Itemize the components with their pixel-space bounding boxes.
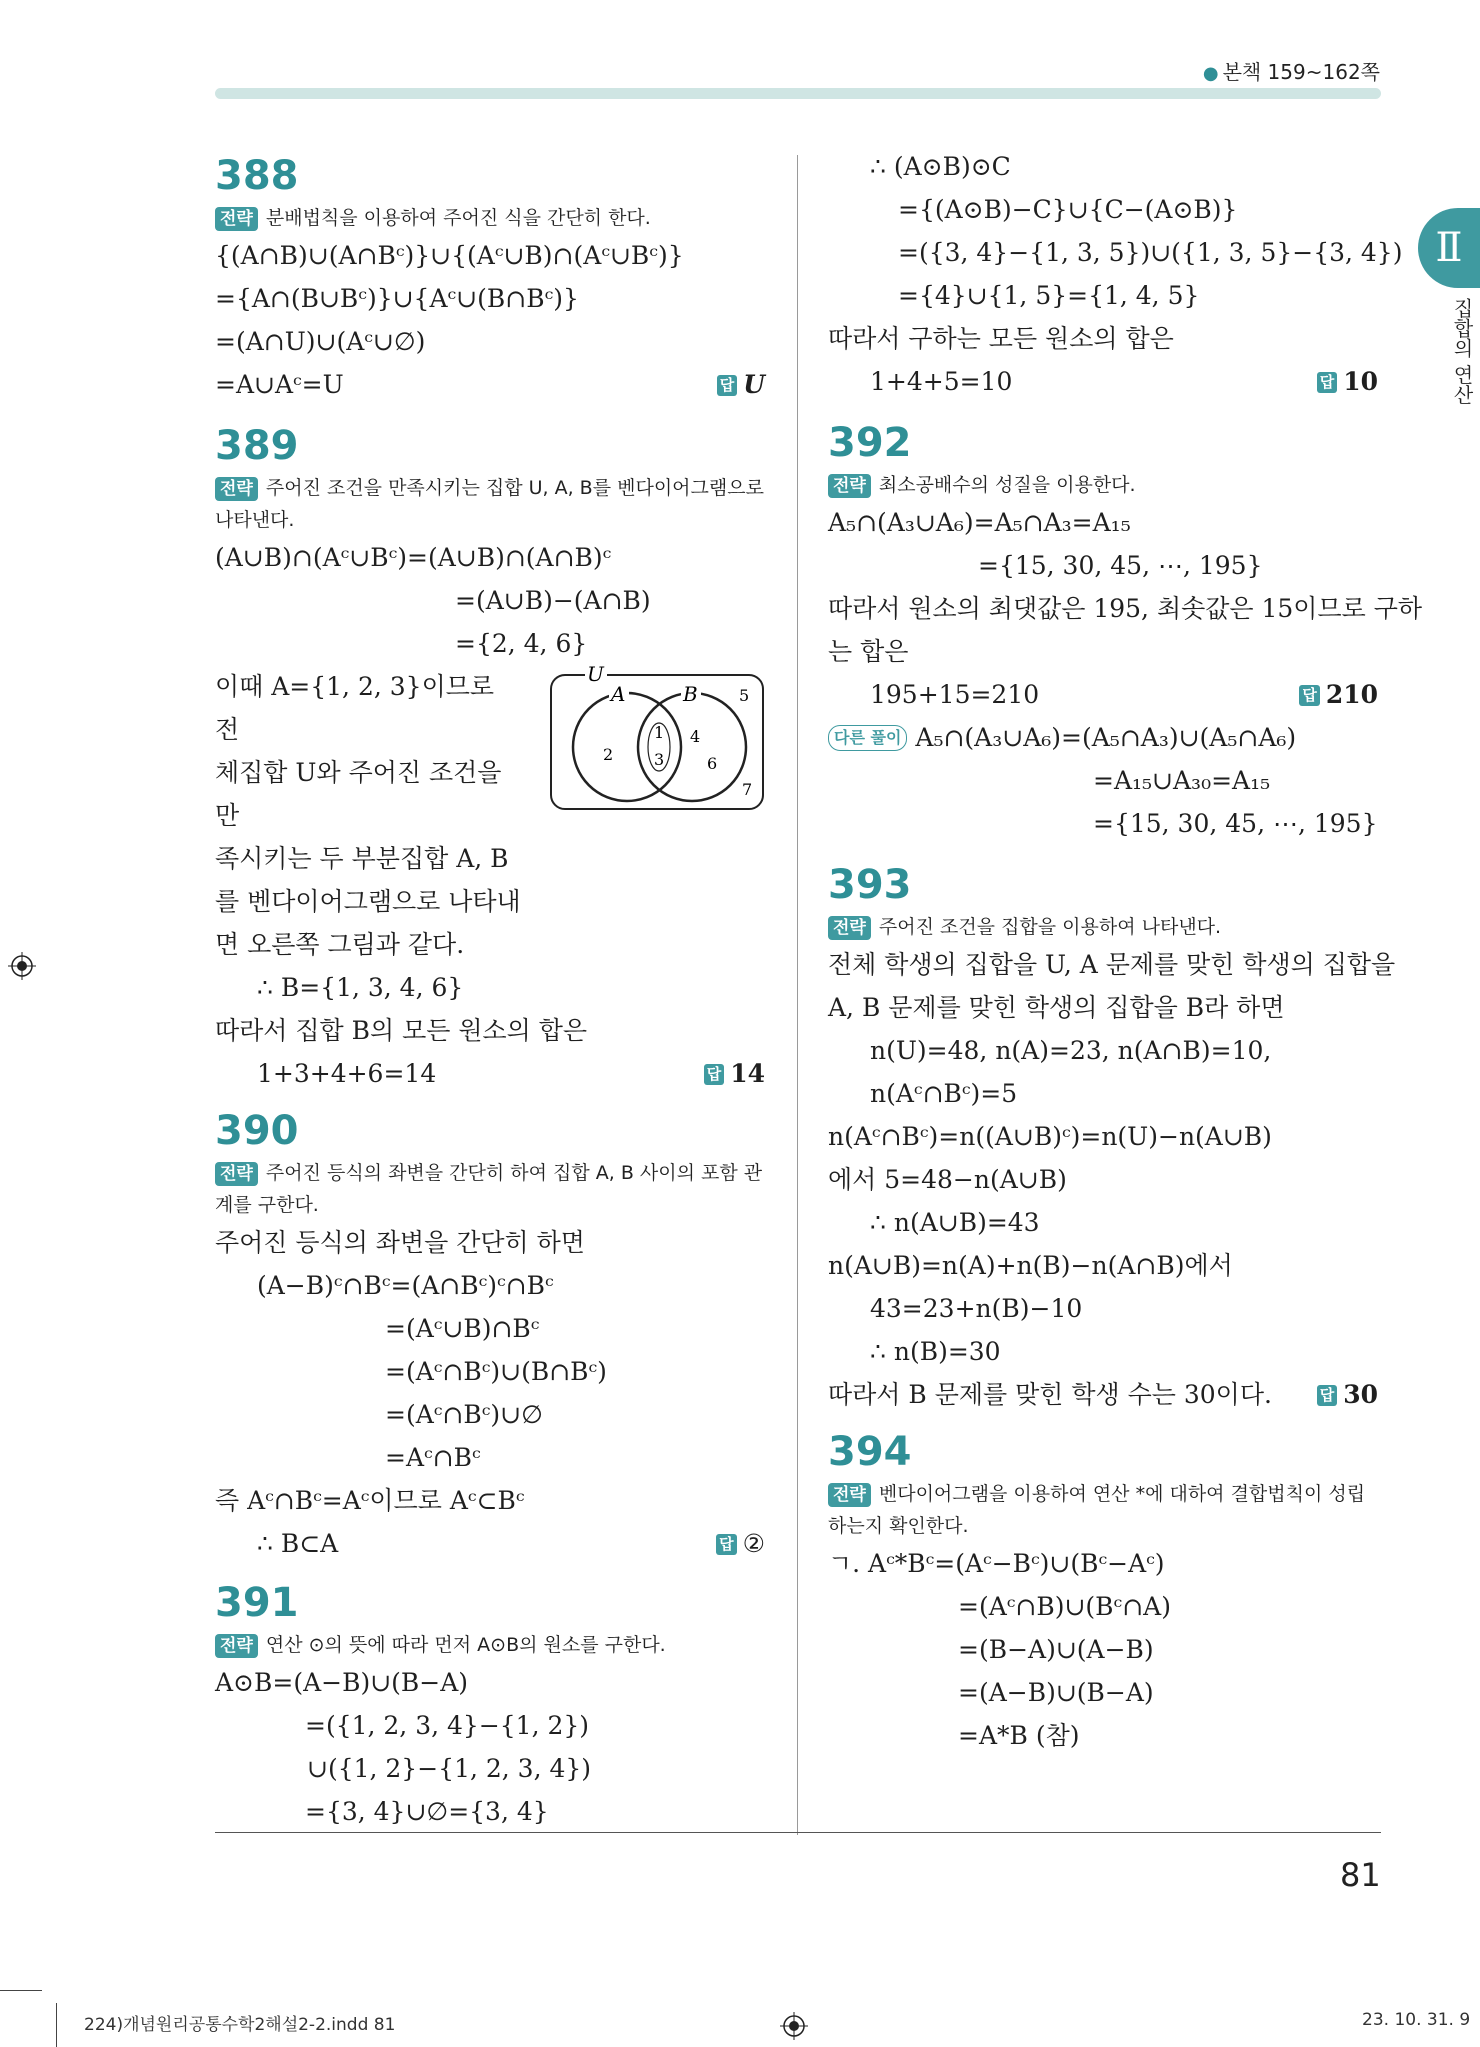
set-b-circle — [638, 693, 746, 801]
header-bar — [215, 88, 1381, 99]
right-column — [828, 145, 1423, 1757]
solution-line: =({3, 4}−{1, 3, 5})∪({1, 3, 5}−{3, 4}) — [898, 238, 1403, 267]
solution-line: ∴ n(A∪B)=43 — [870, 1208, 1040, 1237]
solution-line: =({1, 2, 3, 4}−{1, 2}) — [305, 1711, 590, 1740]
set-a-label: A — [611, 682, 626, 706]
solution-line: (A−B)ᶜ∩Bᶜ=(A∩Bᶜ)ᶜ∩Bᶜ — [257, 1271, 554, 1300]
answer: 답 ② — [716, 1522, 765, 1565]
strategy-tag: 전략 — [828, 1483, 871, 1507]
footer-file-name: 224)개념원리공통수학2해설2-2.indd 81 — [84, 2015, 396, 2035]
chapter-numeral: Ⅱ — [1435, 225, 1463, 271]
solution-line: 를 벤다이어그램으로 나타내 — [215, 887, 521, 916]
solution-line: 1+4+5=10 답 10 — [828, 360, 1378, 403]
strategy-line: 전략 주어진 조건을 집합을 이용하여 나타낸다. — [828, 911, 1378, 943]
strategy-line: 전략 벤다이어그램을 이용하여 연산 *에 대하여 결합법칙이 성립하는지 확인한다. — [828, 1483, 1366, 1537]
strategy-line: 전략 주어진 조건을 만족시키는 집합 U, A, B를 벤다이어그램으로 나타낸다. — [215, 477, 764, 531]
solution-line: =(Aᶜ∩Bᶜ)∪∅ — [385, 1400, 543, 1429]
solution-line: ={2, 4, 6} — [455, 629, 588, 658]
strategy-line: 전략 주어진 등식의 좌변을 간단히 하여 집합 A, B 사이의 포함 관계를 구한다. — [215, 1162, 763, 1216]
universe-label: U — [587, 665, 604, 686]
strategy-tag: 전략 — [215, 1634, 258, 1658]
answer: 답 210 — [1299, 673, 1378, 716]
crop-mark — [56, 2003, 57, 2047]
solution-line: =(A−B)∪(B−A) — [958, 1678, 1154, 1707]
solution-line: ∴ n(B)=30 — [870, 1337, 1001, 1366]
problem-393 — [828, 859, 1396, 1416]
region-only-b-top: 4 — [690, 727, 701, 746]
alt-solution-line: =A₁₅∪A₃₀=A₁₅ — [1093, 766, 1271, 795]
region-only-a: 2 — [603, 745, 614, 764]
problem-391-continued — [828, 145, 1403, 403]
solution-line: 따라서 원소의 최댓값은 195, 최솟값은 15이므로 구하 — [828, 594, 1423, 623]
venn-diagram — [547, 665, 767, 815]
solution-line: ∪({1, 2}−{1, 2, 3, 4}) — [307, 1754, 592, 1783]
bottom-rule — [215, 1832, 1381, 1833]
solution-line: n(Aᶜ∩Bᶜ)=n((A∪B)ᶜ)=n(U)−n(A∪B) — [828, 1122, 1272, 1151]
answer-tag: 답 — [1299, 685, 1320, 706]
solution-line: =(A∩U)∪(Aᶜ∪∅) — [215, 327, 426, 356]
region-both-top: 1 — [654, 723, 665, 742]
problem-number: 394 — [828, 1429, 912, 1475]
footer-date: 23. 10. 31. 9 — [1362, 2010, 1471, 2030]
book-reference: ● 본책 159~162쪽 — [1202, 60, 1380, 84]
solution-line: n(Aᶜ∩Bᶜ)=5 — [870, 1079, 1018, 1108]
region-both-bottom: 3 — [654, 750, 665, 769]
region-outside-top: 5 — [739, 686, 750, 705]
solution-line: =(B−A)∪(A−B) — [958, 1635, 1154, 1664]
solution-line: ={15, 30, 45, ⋯, 195} — [978, 551, 1263, 580]
alt-solution-line: 다른 풀이 A₅∩(A₃∪A₆)=(A₅∩A₃)∪(A₅∩A₆) — [828, 716, 1378, 759]
solution-line: ={4}∪{1, 5}={1, 4, 5} — [898, 281, 1200, 310]
crop-mark — [0, 1990, 42, 1991]
strategy-tag: 전략 — [215, 207, 258, 231]
solution-line: =(Aᶜ∪B)∩Bᶜ — [385, 1314, 540, 1343]
solution-line: 195+15=210 답 210 — [828, 673, 1378, 716]
alt-solution-tag: 다른 풀이 — [828, 725, 907, 751]
solution-line: 이때 A={1, 2, 3}이므로 전 — [215, 672, 495, 744]
problem-number: 393 — [828, 862, 912, 908]
problem-number: 392 — [828, 420, 912, 466]
chapter-tab — [1418, 208, 1480, 288]
answer-tag: 답 — [716, 1534, 737, 1555]
answer: 답 30 — [1317, 1373, 1378, 1416]
set-b-label: B — [683, 682, 698, 706]
problem-number: 388 — [215, 153, 299, 199]
solution-line: ={A∩(B∪Bᶜ)}∪{Aᶜ∪(B∩Bᶜ)} — [215, 284, 579, 313]
solution-line: =(Aᶜ∩B)∪(Bᶜ∩A) — [958, 1592, 1171, 1621]
strategy-tag: 전략 — [828, 916, 871, 940]
solution-line: 주어진 등식의 좌변을 간단히 하면 — [215, 1228, 585, 1257]
solution-line: 면 오른쪽 그림과 같다. — [215, 930, 465, 959]
solution-line: 전체 학생의 집합을 U, A 문제를 맞힌 학생의 집합을 — [828, 950, 1396, 979]
solution-line: n(A∪B)=n(A)+n(B)−n(A∩B)에서 — [828, 1251, 1233, 1280]
answer: 답 10 — [1317, 360, 1378, 403]
solution-line: =(A∪B)−(A∩B) — [455, 586, 651, 615]
solution-line: n(U)=48, n(A)=23, n(A∩B)=10, — [870, 1036, 1272, 1065]
strategy-line: 전략 분배법칙을 이용하여 주어진 식을 간단히 한다. — [215, 202, 765, 234]
problem-number: 389 — [215, 423, 299, 469]
solution-line: A⊙B=(A−B)∪(B−A) — [215, 1668, 469, 1697]
problem-number: 390 — [215, 1108, 299, 1154]
problem-number: 391 — [215, 1580, 299, 1626]
problem-388 — [215, 150, 765, 406]
answer: 답 14 — [704, 1052, 765, 1095]
solution-line: 1+3+4+6=14 답 14 — [215, 1052, 765, 1095]
problem-394 — [828, 1426, 1378, 1757]
page-number: 81 — [1340, 1856, 1381, 1894]
solution-line: 에서 5=48−n(A∪B) — [828, 1165, 1067, 1194]
chapter-title: 집합의 연산 — [1450, 298, 1474, 405]
strategy-tag: 전략 — [828, 474, 871, 498]
solution-line: =A*B (참) — [958, 1721, 1080, 1750]
solution-line: A, B 문제를 맞힌 학생의 집합을 B라 하면 — [828, 993, 1285, 1022]
problem-392 — [828, 417, 1423, 845]
problem-391 — [215, 1577, 765, 1833]
solution-line: 따라서 구하는 모든 원소의 합은 — [828, 324, 1174, 353]
solution-line: ㄱ. Aᶜ*Bᶜ=(Aᶜ−Bᶜ)∪(Bᶜ−Aᶜ) — [828, 1549, 1165, 1578]
solution-line: 족시키는 두 부분집합 A, B — [215, 844, 509, 873]
problem-390 — [215, 1105, 765, 1565]
problem-389 — [215, 420, 765, 1095]
registration-mark-icon — [8, 952, 36, 980]
solution-line: 즉 Aᶜ∩Bᶜ=Aᶜ이므로 Aᶜ⊂Bᶜ — [215, 1486, 525, 1515]
solution-line: ∴ B={1, 3, 4, 6} — [257, 973, 464, 1002]
solution-line: 따라서 B 문제를 맞힌 학생 수는 30이다. 답 30 — [828, 1373, 1378, 1416]
solution-line: ={3, 4}∪∅={3, 4} — [305, 1797, 549, 1826]
solution-line: =A∪Aᶜ=U 답 U — [215, 363, 765, 406]
solution-line: =Aᶜ∩Bᶜ — [385, 1443, 481, 1472]
strategy-tag: 전략 — [215, 477, 258, 501]
answer-tag: 답 — [717, 375, 738, 396]
solution-line: 체집합 U와 주어진 조건을 만 — [215, 758, 502, 830]
answer: 답 U — [717, 363, 765, 406]
solution-line: ={(A⊙B)−C}∪{C−(A⊙B)} — [898, 195, 1238, 224]
column-divider — [797, 155, 798, 1835]
solution-line: {(A∩B)∪(A∩Bᶜ)}∪{(Aᶜ∪B)∩(Aᶜ∪Bᶜ)} — [215, 241, 684, 270]
strategy-tag: 전략 — [215, 1162, 258, 1186]
solution-line: ∴ B⊂A 답 ② — [215, 1522, 765, 1565]
solution-line: (A∪B)∩(Aᶜ∪Bᶜ)=(A∪B)∩(A∩B)ᶜ — [215, 543, 612, 572]
set-a-circle — [573, 693, 681, 801]
alt-solution-line: ={15, 30, 45, ⋯, 195} — [1093, 809, 1378, 838]
registration-mark-icon — [780, 2012, 808, 2040]
solution-line: 43=23+n(B)−10 — [870, 1294, 1083, 1323]
answer-tag: 답 — [1317, 1385, 1338, 1406]
region-outside-bottom: 7 — [742, 780, 753, 799]
solution-line: ∴ (A⊙B)⊙C — [870, 152, 1011, 181]
answer-tag: 답 — [1317, 372, 1338, 393]
solution-line: =(Aᶜ∩Bᶜ)∪(B∩Bᶜ) — [385, 1357, 607, 1386]
strategy-line: 전략 최소공배수의 성질을 이용한다. — [828, 469, 1378, 501]
answer-tag: 답 — [704, 1064, 725, 1085]
solution-line: 는 합은 — [828, 637, 909, 666]
left-column — [215, 140, 765, 1833]
solution-line: A₅∩(A₃∪A₆)=A₅∩A₃=A₁₅ — [828, 508, 1131, 537]
region-only-b-bottom: 6 — [707, 754, 718, 773]
strategy-line: 전략 연산 ⊙의 뜻에 따라 먼저 A⊙B의 원소를 구한다. — [215, 1629, 765, 1661]
bullet-dot-icon: ● — [1202, 63, 1219, 84]
solution-line: 따라서 집합 B의 모든 원소의 합은 — [215, 1016, 588, 1045]
